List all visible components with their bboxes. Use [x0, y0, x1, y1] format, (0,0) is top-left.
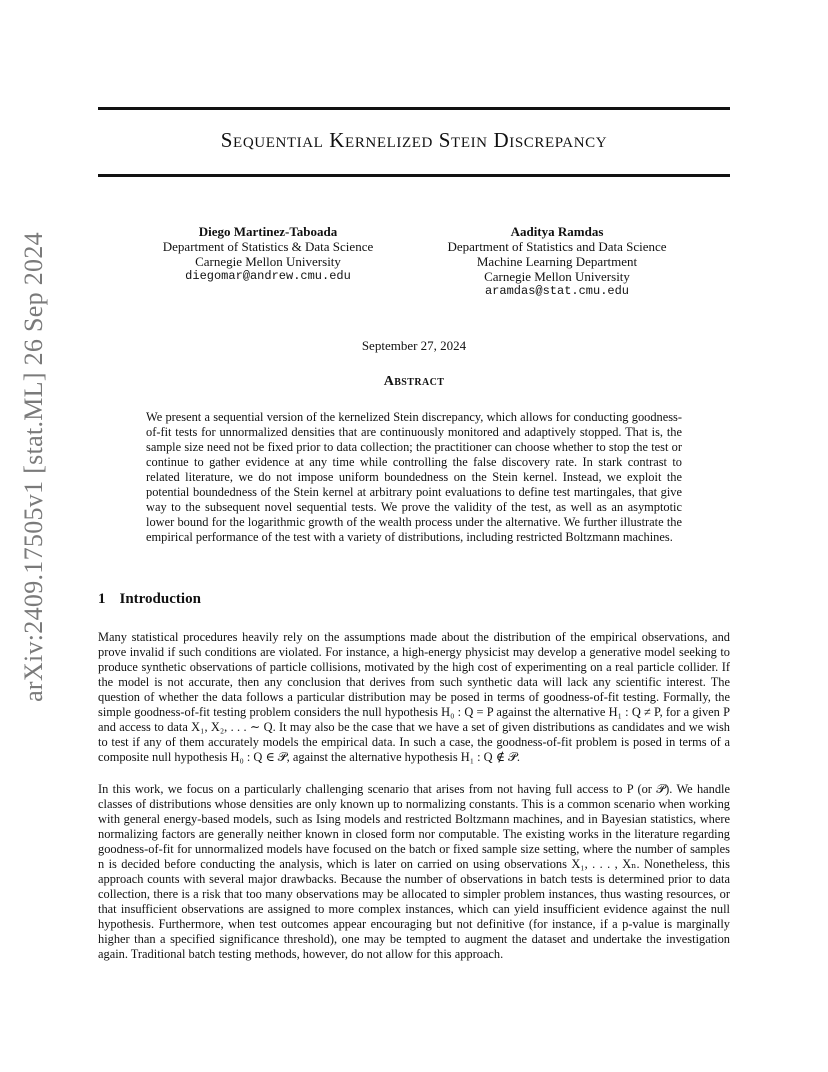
publication-date: September 27, 2024	[361, 338, 467, 353]
title-rule-bottom	[98, 174, 730, 177]
author-affiliation: Department of Statistics & Data Science	[162, 239, 374, 254]
paragraph-text: In this work, we focus on a particularly challenging scenario that arises from not having full access to P (or 𝒫). We handle classes of distributions whose densities are only known up to normalizing constants. This is a common scenario when working with general energy-based models, such as Ising models and restricted Boltzmann machines, and in Bayesian statistics, where normalizing factors are generally neither known in closed form nor computable. The existing works in the literature regarding goodness-of-fit for unnormalized models have focused on the batch or fixed sample size setting, where the number of samples n is decided before conducting the analysis, which is later on carried on using observations X₁, . . . , Xₙ. Nonetheless, this approach counts with several major drawbacks. Because the number of observations in batch tests is determined prior to data collection, there is a risk that too many observations may be allocated to simpler problem instances, thus wasting resources, or that insufficient observations are assigned to more complex instances, which can yield insufficient evidence against the null hypothesis. Furthermore, when test outcomes appear encouraging but not definitive (for instance, if a p-value is marginally higher than a specified significance threshold), one may be tempted to augment the dataset and undertake the investigation again. Traditional batch testing methods, however, do not allow for this approach.	[98, 782, 730, 961]
section-title: Introduction	[119, 591, 201, 607]
title-rule-top	[98, 107, 730, 110]
author-email: aramdas@stat.cmu.edu	[484, 284, 630, 298]
abstract-text: We present a sequential version of the kernelized Stein discrepancy, which allows for conducting goodness-of-fit tests for unnormalized densities that are continuously monitored and adaptively stopped. That is, the sample size need not be fixed prior to data collection; the practitioner can choose whether to stop the test or continue to gather evidence at any time while controlling the false discovery rate. In stark contrast to related literature, we do not impose uniform boundedness on the Stein kernel. Instead, we exploit the potential boundedness of the Stein kernel at arbitrary point evaluations to define test martingales, that give way to the subsequent novel sequential tests. We prove the validity of the test, as well as an asymptotic lower bound for the logarithmic growth of the wealth process under the alternative. We further illustrate the empirical performance of the test with a variety of distributions, including restricted Boltzmann machines.	[146, 410, 682, 544]
author-affiliation: Machine Learning Department	[476, 254, 638, 269]
author-affiliation: Department of Statistics and Data Science	[447, 239, 667, 254]
intro-paragraph-1	[98, 630, 730, 765]
section-number: 1	[98, 591, 106, 607]
author-block-1	[148, 224, 388, 284]
author-affiliation: Carnegie Mellon University	[195, 254, 341, 269]
author-email: diegomar@andrew.cmu.edu	[185, 269, 351, 283]
arxiv-identifier-text: arXiv:2409.17505v1 [stat.ML] 26 Sep 2024	[19, 232, 48, 702]
author-name: Aaditya Ramdas	[510, 224, 604, 239]
paragraph-text: Many statistical procedures heavily rely on the assumptions made about the distribution of the empirical observations, and prove invalid if such conditions are violated. For instance, a high-energy physicist may develop a generative model seeking to produce synthetic observations of particle collisions, motivated by the high cost of experimenting on a real particle collider. If the model is not accurate, then any conclusion that derives from such synthetic data will lack any scientific interest. The question of whether the data follows a particular distribution may be posed in terms of goodness-of-fit testing. Formally, the simple goodness-of-fit testing problem considers the null hypothesis H₀ : Q = P against the alternative H₁ : Q ≠ P, for a given P and access to data X₁, X₂, . . . ∼ Q. It may also be the case that we have a set of given distributions as candidates and we wish to test if any of them accurately models the empirical data. In such a case, the goodness-of-fit problem is posed in terms of a composite null hypothesis H₀ : Q ∈ 𝒫, against the alternative hypothesis H₁ : Q ∉ 𝒫.	[98, 630, 730, 764]
author-name: Diego Martinez-Taboada	[198, 224, 338, 239]
abstract-heading: Abstract	[383, 374, 445, 389]
paper-title: Sequential Kernelized Stein Discrepancy	[220, 128, 608, 152]
author-block-2	[432, 224, 682, 299]
intro-paragraph-2	[98, 782, 730, 962]
section-heading	[98, 591, 201, 608]
author-affiliation: Carnegie Mellon University	[484, 269, 630, 284]
arxiv-identifier-stamp	[14, 0, 54, 1072]
